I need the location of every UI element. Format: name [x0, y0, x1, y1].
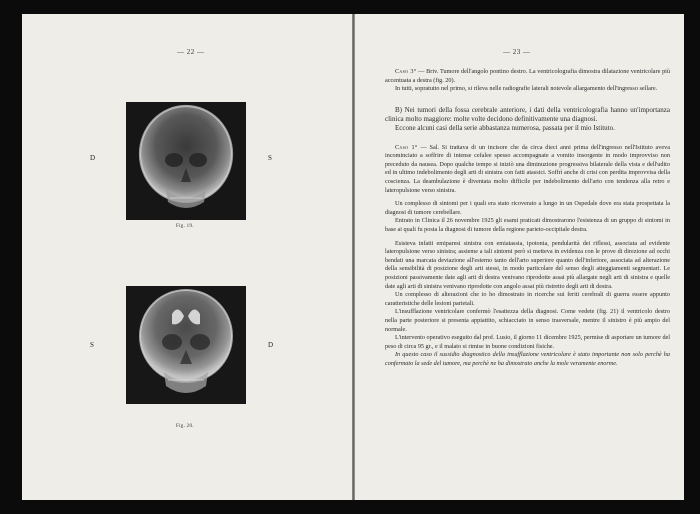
caso3-body: — Briv. Tumore dell'angolo pontino destro. La ventricolografia dimostra dilatazione ventricolare più accentuata a destra (fig. 20).	[385, 68, 670, 84]
para-esiste: Esisteva infatti emiparesi sinistra con emiatassia, ipotonia, pendularità dei riflessi, associata ad evidente lateropulsione verso sinistra; assieme a tali sintomi però si metteva in evidenza con le prove di direzione ad occhi bendati una marcata deviazione all'esterno tanto dell'arto superiore quanto dell'inferiore, associata ad alterazione della sensibilità di posizione degli arti stessi, in modo particolare del senso degli atteggiamenti segmentari. Le posizioni passivamente date agli arti di destra venivano riprodotte assai più allargate negli arti di sinistra e quelle date agli arti di sinistra venivano riprodotte con angolo assai più ristretto degli arti di destra.	[385, 239, 670, 290]
caso3-paragraph	[385, 68, 670, 85]
page-number-right: — 23 —	[503, 48, 531, 56]
figure19-caption: Fig. 19.	[176, 224, 194, 229]
figure2-label-left: S	[90, 341, 94, 349]
section-b: B) Nei tumori della fossa cerebrale anteriore, i dati della ventricolografia hanno un'importanza clinica molto maggiore: molte volte decidono definitivamente una diagnosi.	[385, 105, 670, 124]
xray-figure-20	[126, 286, 246, 404]
caso3-p2: In tutti, sopratutto nel primo, si rileva nelle radiografie laterali notevole allargamento dell'ingresso sellare.	[395, 85, 658, 93]
para-finale: In questo caso il sussidio diagnostico della insufflazione ventricolare è stato importante non solo perchè ha confermato la sede del tumore, ma perchè ne ha dimostrato anche la mole veramente enorme.	[385, 351, 670, 367]
para-complesso: Un complesso di alterazioni che io ho dimostrato in ricerche sui feriti cerebrali di guerra essere appunto caratteristiche delle lesioni parietali.	[385, 291, 670, 307]
figure2-label-right: D	[268, 341, 274, 349]
para-sintomi: Un complesso di sintomi per i quali era stato ricoverato a lungo in un Ospedale dove era stata prospettata la diagnosi di tumore cerebellare.	[385, 200, 670, 216]
caso1-head: Caso 1°	[395, 143, 418, 151]
book-spread	[22, 14, 684, 500]
para-insufflazione: L'insufflazione ventricolare confermò l'esattezza della diagnosi. Come vedete (fig. 21) il ventricolo destro nella parte posteriore si presenta appiattito, schiacciato in senso trasversale, mentre il sinistro è più ampio del normale.	[385, 308, 670, 333]
figure20-caption: Fig. 20.	[176, 424, 194, 429]
right-page	[355, 14, 684, 500]
body-text	[385, 68, 670, 369]
caso1-paragraph	[385, 144, 670, 196]
caso3-head: Caso 3°	[395, 68, 417, 75]
xray-figure-19	[126, 102, 246, 220]
page-number-left: — 22 —	[177, 48, 205, 56]
para-intervento: L'intervento operativo eseguito dal prof. Lusio, il giorno 11 dicembre 1925, permise di asportare un tumore del peso di circa 95 gr., e il malato si rimise in buone condizioni fisiche.	[385, 334, 670, 350]
figure1-label-left: D	[90, 154, 96, 162]
left-page	[22, 14, 352, 500]
para-clinica: Entrato in Clinica il 26 novembre 1925 gli esami praticati dimostrarono l'esistenza di un gruppo di sintomi in base ai quali fu posta la diagnosi di tumore della regione parieto-occipitale destra.	[385, 217, 670, 234]
section-b2: Eccone alcuni casi della serie abbastanza numerosa, passata per il mio Istituto.	[395, 124, 615, 133]
caso1-body: — Sal. Si trattava di un incisore che da circa dieci anni prima dell'ingresso nell'Istituto aveva incominciato a soffrire di intense cefalee spesso accompagnate a vomito insorgente in modo improvviso non preceduto da nausea. Dopo qualche tempo si iniziò una diminuzione progressiva bilaterale della vista e dell'udito ed in ultimo indebolimento degli arti di sinistra con fatti atassici. Soffrì anche di crisi con perdita improvvisa della coscienza. La deambulazione è diventata molto difficile per indebolimento dell'arto con tendenza alla retro e lateropulsione verso sinistra.	[385, 143, 670, 194]
figure1-label-right: S	[268, 154, 272, 162]
